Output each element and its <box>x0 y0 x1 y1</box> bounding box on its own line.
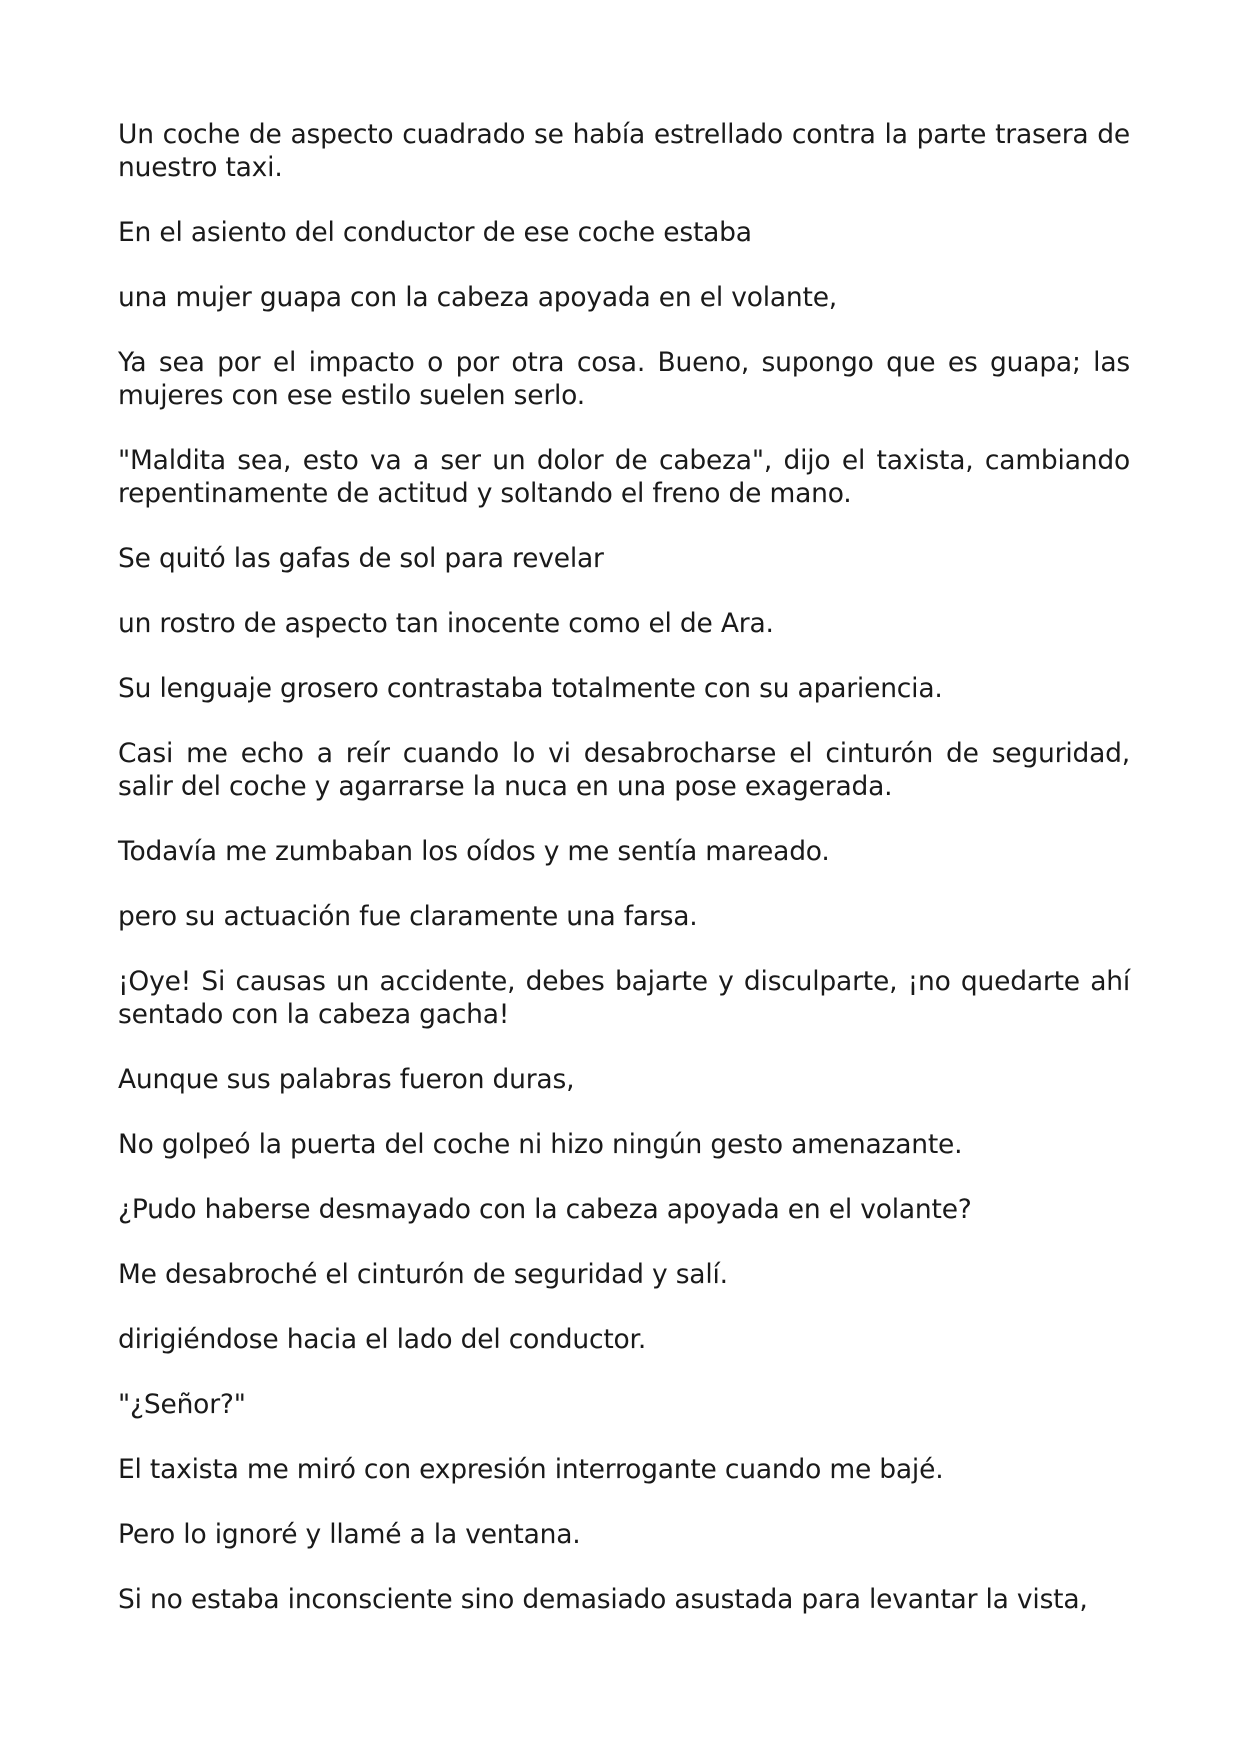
paragraph-5: "Maldita sea, esto va a ser un dolor de cabeza", dijo el taxista, cambiando repentinamente de actitud y soltando el freno de mano. <box>118 445 1130 509</box>
paragraph-16: Me desabroché el cinturón de seguridad y salí. <box>118 1259 728 1290</box>
paragraph-8: Su lenguaje grosero contrastaba totalmente con su apariencia. <box>118 673 943 704</box>
paragraph-12: ¡Oye! Si causas un accidente, debes bajarte y disculparte, ¡no quedarte ahí sentado con la cabeza gacha! <box>118 966 1130 1030</box>
paragraph-20: Pero lo ignoré y llamé a la ventana. <box>118 1519 581 1550</box>
paragraph-6: Se quitó las gafas de sol para revelar <box>118 543 604 574</box>
paragraph-13: Aunque sus palabras fueron duras, <box>118 1064 575 1095</box>
paragraph-4: Ya sea por el impacto o por otra cosa. Bueno, supongo que es guapa; las mujeres con ese estilo suelen serlo. <box>118 347 1130 411</box>
paragraph-1: Un coche de aspecto cuadrado se había estrellado contra la parte trasera de nuestro taxi. <box>118 119 1130 183</box>
paragraph-14: No golpeó la puerta del coche ni hizo ningún gesto amenazante. <box>118 1129 963 1160</box>
paragraph-11: pero su actuación fue claramente una farsa. <box>118 901 698 932</box>
paragraph-17: dirigiéndose hacia el lado del conductor. <box>118 1324 647 1355</box>
paragraph-18: "¿Señor?" <box>118 1389 246 1420</box>
paragraph-9: Casi me echo a reír cuando lo vi desabrocharse el cinturón de seguridad, salir del coche y agarrarse la nuca en una pose exagerada. <box>118 738 1130 802</box>
paragraph-19: El taxista me miró con expresión interrogante cuando me bajé. <box>118 1454 944 1485</box>
paragraph-2: En el asiento del conductor de ese coche estaba <box>118 217 752 248</box>
paragraph-10: Todavía me zumbaban los oídos y me sentía mareado. <box>118 836 830 867</box>
document-page <box>118 118 1130 1648</box>
paragraph-7: un rostro de aspecto tan inocente como el de Ara. <box>118 608 774 639</box>
paragraph-21: Si no estaba inconsciente sino demasiado asustada para levantar la vista, <box>118 1584 1088 1615</box>
paragraph-15: ¿Pudo haberse desmayado con la cabeza apoyada en el volante? <box>118 1194 972 1225</box>
paragraph-3: una mujer guapa con la cabeza apoyada en el volante, <box>118 282 838 313</box>
